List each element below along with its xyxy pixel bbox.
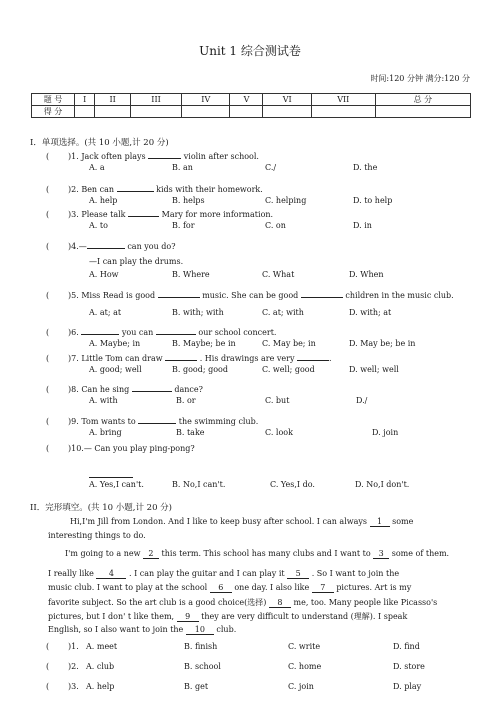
option[interactable]: C. well; good: [262, 365, 315, 374]
option[interactable]: B. take: [176, 428, 205, 437]
header-cell: 总 分: [375, 94, 470, 106]
option[interactable]: A. Yes,I can't.: [89, 480, 144, 489]
cloze-blank[interactable]: 7: [312, 583, 334, 593]
option[interactable]: A. Maybe; in: [89, 339, 141, 348]
option[interactable]: A. help: [89, 196, 118, 205]
answer-paren[interactable]: (: [46, 328, 50, 337]
score-cell[interactable]: [263, 106, 311, 118]
option[interactable]: C. join: [288, 682, 314, 691]
option[interactable]: C. at; with: [262, 308, 304, 317]
cloze-blank[interactable]: 8: [269, 598, 291, 608]
option[interactable]: D. to help: [353, 196, 393, 205]
passage-line: music club. I want to play at the school 6 one day. I also like 7 pictures. Art is my: [48, 583, 412, 592]
question-5: ( )5. Miss Read is good music. She can be good children in the music club.: [46, 291, 454, 300]
answer-blank[interactable]: [148, 150, 181, 159]
passage-line: English, so I also want to join the 10 club.: [48, 625, 237, 634]
option[interactable]: B. for: [172, 221, 195, 230]
answer-paren[interactable]: (: [46, 242, 50, 251]
option[interactable]: C. helping: [265, 196, 307, 205]
answer-paren[interactable]: (: [46, 662, 50, 671]
option[interactable]: C. home: [288, 662, 322, 671]
time-score-info: 时间:120 分钟 满分:120 分: [370, 74, 470, 83]
answer-paren[interactable]: (: [46, 354, 50, 363]
header-cell: VII: [311, 94, 375, 106]
passage-line: favorite subject. So the art club is a good choice(选择) 8 me, too. Many people like Picasso's: [48, 598, 438, 607]
answer-blank[interactable]: [117, 183, 154, 192]
option[interactable]: D. store: [393, 662, 425, 671]
passage-line: I'm going to a new 2 this term. This school has many clubs and I want to 3 some of them.: [65, 549, 450, 558]
question-8: ( )8. Can he sing dance?: [46, 385, 203, 394]
score-cell[interactable]: [131, 106, 182, 118]
option[interactable]: A. to: [89, 221, 108, 230]
score-table-score-row: [32, 106, 471, 118]
score-cell[interactable]: [230, 106, 263, 118]
option[interactable]: C. May be; in: [262, 339, 316, 348]
option[interactable]: A. bring: [89, 428, 122, 437]
option[interactable]: C. write: [288, 642, 321, 651]
score-row-label: 得 分: [32, 106, 75, 118]
answer-blank[interactable]: [297, 352, 329, 361]
cloze-question-2: ( )2.: [46, 662, 79, 671]
option[interactable]: B. school: [184, 662, 221, 671]
passage-line: I really like 4 . I can play the guitar and I can play it 5 . So I want to join the: [48, 569, 400, 578]
answer-paren[interactable]: (: [46, 444, 50, 453]
option[interactable]: B. No,I can't.: [172, 480, 226, 489]
question-9: ( )9. Tom wants to the swimming club.: [46, 417, 259, 426]
answer-paren[interactable]: (: [46, 682, 50, 691]
option[interactable]: C. on: [265, 221, 286, 230]
answer-paren[interactable]: (: [46, 210, 50, 219]
answer-paren[interactable]: (: [46, 291, 50, 300]
option[interactable]: B. get: [184, 682, 209, 691]
page-title: Unit 1 综合测试卷: [199, 44, 301, 58]
score-cell[interactable]: [75, 106, 95, 118]
option[interactable]: C. What: [262, 270, 295, 279]
option[interactable]: A. help: [86, 682, 115, 691]
cloze-question-3: ( )3.: [46, 682, 79, 691]
answer-blank[interactable]: [301, 289, 343, 298]
header-cell: I: [75, 94, 95, 106]
cloze-blank[interactable]: 2: [143, 549, 159, 559]
answer-blank[interactable]: [81, 326, 119, 335]
score-cell[interactable]: [95, 106, 131, 118]
question-10: ( )10.— Can you play ping-pong?: [46, 444, 195, 453]
answer-paren[interactable]: (: [46, 152, 50, 161]
cloze-blank[interactable]: 1: [370, 517, 390, 527]
question-4-reply: —I can play the drums.: [89, 257, 184, 266]
header-cell: V: [230, 94, 263, 106]
option[interactable]: D. well; well: [349, 365, 399, 374]
option[interactable]: D. play: [393, 682, 422, 691]
option[interactable]: A. a: [89, 163, 105, 172]
header-cell: IV: [182, 94, 230, 106]
option[interactable]: D./: [356, 396, 368, 405]
option[interactable]: A. at; at: [89, 308, 122, 317]
cloze-blank[interactable]: 4: [96, 569, 126, 579]
option[interactable]: B. or: [176, 396, 196, 405]
option[interactable]: B. finish: [184, 642, 218, 651]
cloze-blank[interactable]: 10: [186, 625, 214, 635]
score-table: [31, 93, 471, 118]
header-cell: II: [95, 94, 131, 106]
section1-heading: I．单项选择。(共 10 小题,计 20 分): [30, 138, 169, 148]
answer-paren[interactable]: (: [46, 385, 50, 394]
option[interactable]: A. meet: [86, 642, 118, 651]
answer-blank[interactable]: [132, 383, 172, 392]
option[interactable]: D. in: [353, 221, 372, 230]
option[interactable]: B. helps: [172, 196, 205, 205]
option[interactable]: A. How: [89, 270, 119, 279]
answer-blank[interactable]: [128, 208, 159, 217]
option[interactable]: B. Where: [172, 270, 210, 279]
cloze-blank[interactable]: 3: [373, 549, 389, 559]
answer-paren[interactable]: (: [46, 185, 50, 194]
option[interactable]: D. When: [349, 270, 384, 279]
option[interactable]: D. No,I don't.: [355, 480, 410, 489]
option[interactable]: C. Yes,I do.: [270, 480, 315, 489]
passage-line: pictures, but I don' t like them, 9 they are very difficult to understand (理解). I speak: [48, 612, 408, 621]
cloze-blank[interactable]: 6: [210, 583, 232, 593]
passage-line: interesting things to do.: [48, 531, 146, 540]
option[interactable]: D. find: [393, 642, 420, 651]
answer-blank[interactable]: [158, 289, 200, 298]
header-cell: III: [131, 94, 182, 106]
answer-blank[interactable]: [138, 415, 176, 424]
option[interactable]: A. club: [86, 662, 115, 671]
option[interactable]: C. but: [265, 396, 290, 405]
score-cell[interactable]: [182, 106, 230, 118]
header-cell: VI: [263, 94, 311, 106]
option[interactable]: D. with; at: [349, 308, 392, 317]
answer-blank[interactable]: [87, 240, 125, 249]
section2-heading: II．完形填空。(共 10 小题,计 20 分): [30, 503, 172, 513]
cloze-blank[interactable]: 5: [287, 569, 309, 579]
question-1: ( )1. Jack often plays violin after school.: [46, 152, 259, 161]
cloze-blank[interactable]: 9: [177, 612, 199, 622]
option[interactable]: A. good; well: [89, 365, 142, 374]
question-2: ( )2. Ben can kids with their homework.: [46, 185, 263, 194]
option[interactable]: B. Maybe; be in: [172, 339, 236, 348]
option[interactable]: B. an: [172, 163, 193, 172]
option[interactable]: B. good; good: [172, 365, 228, 374]
option[interactable]: C./: [265, 163, 277, 172]
option[interactable]: C. look: [265, 428, 293, 437]
answer-blank[interactable]: [165, 352, 197, 361]
option[interactable]: D. May be; be in: [349, 339, 416, 348]
question-6: ( )6. you can our school concert.: [46, 328, 277, 337]
option[interactable]: D. join: [372, 428, 399, 437]
header-cell: 题 号: [32, 94, 75, 106]
answer-paren[interactable]: (: [46, 417, 50, 426]
passage-line: Hi,I'm Jill from London. And I like to keep busy after school. I can always 1 some: [70, 517, 414, 526]
score-table-header-row: [32, 94, 471, 106]
option[interactable]: D. the: [353, 163, 378, 172]
option[interactable]: A. with: [89, 396, 118, 405]
score-cell[interactable]: [311, 106, 375, 118]
answer-paren[interactable]: (: [46, 642, 50, 651]
score-cell[interactable]: [375, 106, 470, 118]
question-10-answer-blank[interactable]: [89, 469, 133, 478]
question-3: ( )3. Please talk Mary for more information.: [46, 210, 274, 219]
question-7: ( )7. Little Tom can draw . His drawings are very .: [46, 354, 332, 363]
cloze-question-1: ( )1.: [46, 642, 79, 651]
option[interactable]: B. with; with: [172, 308, 224, 317]
question-4: ( )4.— can you do?: [46, 242, 176, 251]
answer-blank[interactable]: [156, 326, 196, 335]
